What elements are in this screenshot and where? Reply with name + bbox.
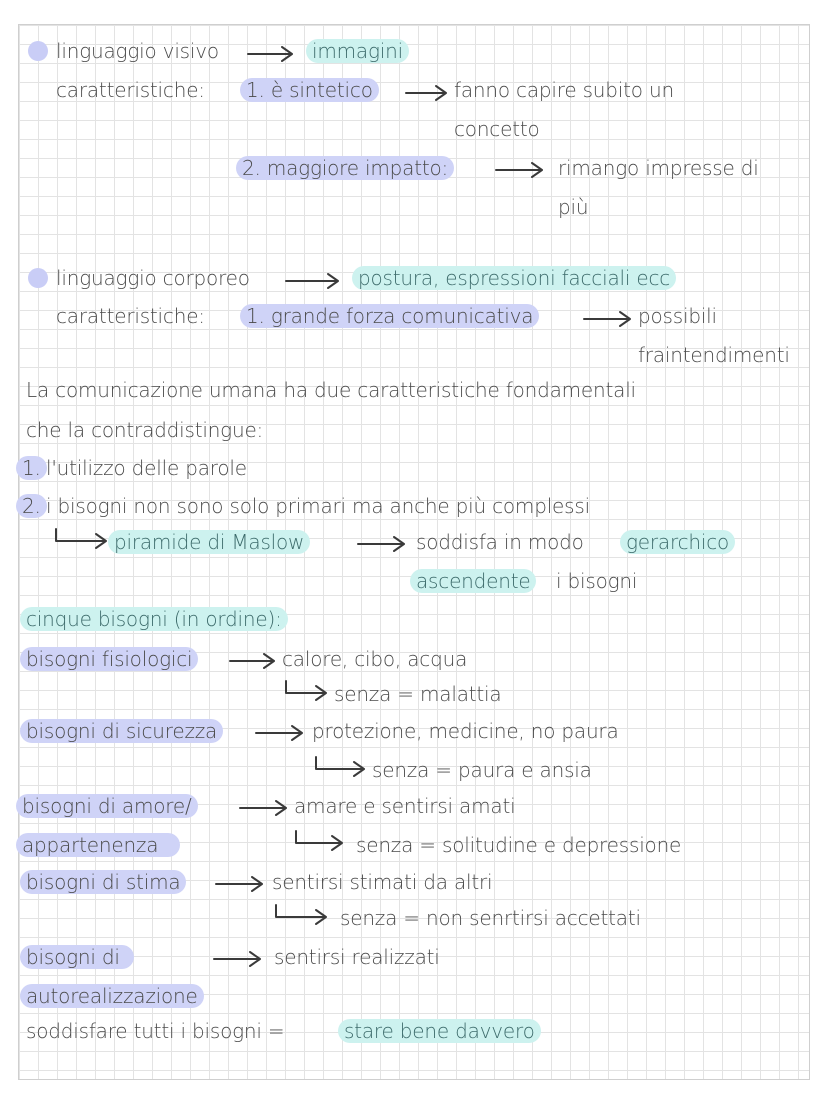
corner-arrow-icon [272, 903, 336, 927]
synthetic-desc-cont: concetto [454, 117, 540, 141]
arrow-right-icon [582, 309, 640, 329]
physiological-without: senza = malattia [334, 682, 502, 706]
human-communication-text: La comunicazione umana ha due caratteristiche fondamentali [26, 378, 636, 402]
corner-arrow-icon [292, 829, 352, 853]
bullet-dot-icon [28, 41, 48, 61]
conclusion-text: soddisfare tutti i bisogni = [26, 1019, 285, 1043]
impact-desc: rimango impresse di [558, 156, 759, 180]
posture-text: postura, espressioni facciali ecc [358, 264, 670, 292]
corner-arrow-icon [52, 527, 116, 551]
esteem-needs: bisogni di stima [26, 868, 180, 896]
arrow-right-icon [246, 44, 302, 64]
self-actualization-needs-cont: autorealizzazione [26, 982, 198, 1010]
self-actualization-desc: sentirsi realizzati [274, 945, 440, 969]
physiological-desc: calore, cibo, acqua [282, 647, 468, 671]
heading-visual-language: linguaggio visivo [56, 39, 219, 63]
arrow-right-icon [238, 798, 296, 818]
physiological-needs: bisogni fisiologici [26, 645, 192, 673]
esteem-without: senza = non senrtirsi accettati [340, 906, 641, 930]
feeling-good-text: stare bene davvero [344, 1017, 535, 1045]
impact-item: 2. maggiore impatto: [242, 154, 448, 182]
maslow-pyramid: piramide di Maslow [114, 528, 304, 556]
belonging-needs: appartenenza [22, 831, 174, 859]
images-text: immagini [312, 37, 403, 65]
item-number-2: 2. [22, 492, 41, 520]
arrow-right-icon [404, 83, 456, 103]
love-desc: amare e sentirsi amati [294, 794, 516, 818]
words-usage-text: l'utilizzo delle parole [46, 456, 247, 480]
safety-without: senza = paura e ansia [372, 758, 592, 782]
ascending-text: ascendente [416, 567, 530, 595]
heading-body-language: linguaggio corporeo [56, 266, 250, 290]
self-actualization-needs: bisogni di [26, 943, 128, 971]
arrow-right-icon [494, 160, 552, 180]
corner-arrow-icon [312, 755, 372, 779]
bullet-dot-icon [28, 268, 48, 288]
features-label: caratteristiche: [56, 304, 205, 328]
item-number-1: 1. [22, 454, 41, 482]
arrow-right-icon [228, 651, 284, 671]
satisfies-text: soddisfa in modo [416, 530, 584, 554]
arrow-right-icon [214, 874, 272, 894]
arrow-right-icon [212, 949, 270, 969]
communicative-force-item: 1. grande forza comunicativa [246, 302, 533, 330]
love-without: senza = solitudine e depressione [356, 833, 682, 857]
love-needs: bisogni di amore/ [22, 792, 192, 820]
five-needs-heading: cinque bisogni (in ordine): [26, 605, 282, 633]
synthetic-item: 1. è sintetico [246, 76, 373, 104]
synthetic-desc: fanno capire subito un [454, 78, 674, 102]
needs-text: i bisogni non sono solo primari ma anche più complessi [46, 494, 590, 518]
safety-needs: bisogni di sicurezza [26, 717, 217, 745]
arrow-right-icon [356, 534, 414, 554]
human-communication-text-cont: che la contraddistingue: [26, 418, 264, 442]
arrow-right-icon [284, 271, 348, 291]
misunderstandings-desc-cont: fraintendimenti [638, 343, 790, 367]
arrow-right-icon [254, 723, 312, 743]
hierarchical-text: gerarchico [626, 528, 729, 556]
features-label: caratteristiche: [56, 78, 205, 102]
misunderstandings-desc: possibili [638, 304, 717, 328]
esteem-desc: sentirsi stimati da altri [272, 870, 493, 894]
safety-desc: protezione, medicine, no paura [312, 719, 619, 743]
impact-desc-cont: più [558, 195, 589, 219]
corner-arrow-icon [282, 679, 334, 703]
needs-suffix-text: i bisogni [556, 569, 638, 593]
